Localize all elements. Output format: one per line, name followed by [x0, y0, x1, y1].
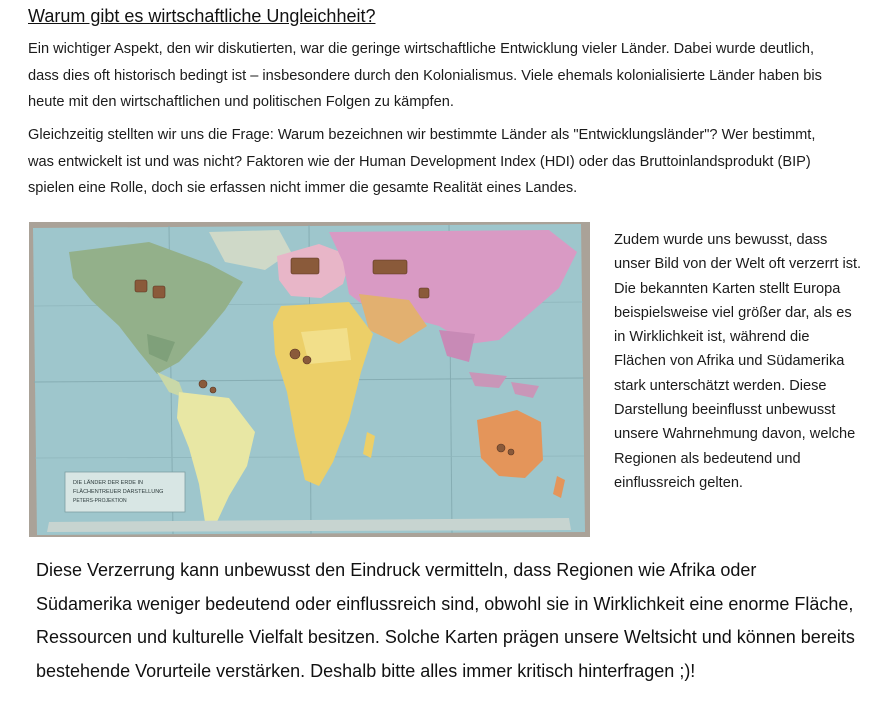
map-legend-line-2: FLÄCHENTREUER DARSTELLUNG	[73, 489, 164, 495]
paragraph-development-terms: Gleichzeitig stellten wir uns die Frage: Warum bezeichnen wir bestimmte Länder als "Entwicklungsländer"? Wer bestimmt, was entwickelt ist und was nicht? Faktoren wie der Human Development Index (HDI) oder das Bruttoinlandsprodukt (BIP) spielen eine Rolle, doch sie erfassen nicht immer die gesamte Realität eines Landes.	[28, 127, 816, 196]
page-title: Warum gibt es wirtschaftliche Ungleichheit?	[28, 6, 376, 26]
closing-paragraph: Diese Verzerrung kann unbewusst den Eindruck vermitteln, dass Regionen wie Afrika oder Südamerika weniger bedeutend oder einflussreich sind, obwohl sie in Wirklichkeit eine enorme Fläche, Ressourcen und kulturelle Vielfalt besitzen. Solche Karten prägen unsere Weltsicht und können bereits bestehende Vorurteile verstärken. Deshalb bitte alles immer kritisch hinterfragen ;)!	[36, 560, 855, 681]
paragraph-map-distortion: Zudem wurde uns bewusst, dass unser Bild von der Welt oft verzerrt ist. Die bekannten Karten stellt Europa beispielsweise viel größer dar, als es in Wirklichkeit ist, während die Flächen von Afrika und Südamerika stark unterschätzt werden. Diese Darstellung beeinflusst unbewusst unsere Wahrnehmung davon, welche Regionen als bedeutend und einflussreich gelten.	[614, 232, 862, 491]
map-legend-line-1: DIE LÄNDER DER ERDE IN	[73, 480, 143, 486]
map-legend-line-3: PETERS-PROJEKTION	[73, 498, 127, 504]
paragraph-colonialism: Ein wichtiger Aspekt, den wir diskutierten, war die geringe wirtschaftliche Entwicklung vieler Länder. Dabei wurde deutlich, dass dies oft historisch bedingt ist – insbesondere durch den Kolonialismus. Viele ehemals kolonialisierte Länder haben bis heute mit den wirtschaftlichen und politischen Folgen zu kämpfen.	[28, 41, 822, 110]
world-map-photo	[29, 222, 590, 537]
